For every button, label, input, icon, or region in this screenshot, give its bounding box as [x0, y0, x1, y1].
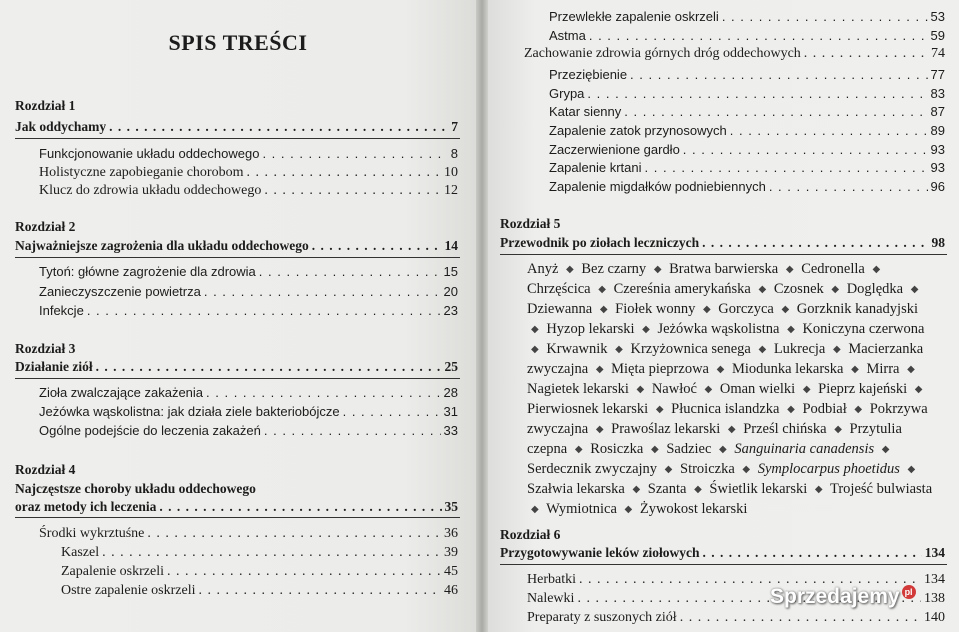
toc-entry — [61, 543, 458, 563]
herb-name: Wymiotnica — [546, 501, 617, 517]
entry-page: 39 — [444, 545, 458, 560]
entry-title: Herbatki — [527, 572, 576, 587]
diamond-separator-icon: ◆ — [702, 304, 711, 315]
diamond-separator-icon: ◆ — [632, 484, 641, 495]
toc-entry — [549, 121, 945, 141]
entry-page: 20 — [443, 284, 458, 299]
toc-entry — [39, 402, 458, 422]
diamond-separator-icon: ◆ — [832, 344, 841, 355]
herb-name: Pokrzywa zwyczajna — [527, 401, 928, 437]
herb-name: Gorzknik kanadyjski — [796, 301, 918, 317]
leader-dots — [587, 84, 927, 104]
herb-name: Macierzanka zwyczajna — [527, 341, 924, 377]
entry-title: Środki wykrztuśne — [39, 526, 145, 541]
divider — [15, 138, 460, 139]
toc-entry — [527, 608, 945, 628]
chapter-2-title: Najważniejsze zagrożenia dla układu oddechowego — [15, 238, 309, 253]
herb-name: Czosnek — [773, 281, 824, 297]
leader-dots — [769, 177, 928, 197]
entry-title: Holistyczne zapobieganie chorobom — [39, 165, 244, 180]
diamond-separator-icon: ◆ — [615, 344, 623, 355]
entry-title: Zaczerwienione gardło — [549, 142, 680, 157]
herb-name: Żywokost lekarski — [639, 501, 748, 517]
chapter-6-title: Przygotowywanie leków ziołowych — [500, 545, 700, 560]
herb-name: Płucnica islandzka — [671, 401, 780, 417]
diamond-separator-icon: ◆ — [742, 464, 751, 475]
diamond-separator-icon: ◆ — [653, 264, 662, 275]
diamond-separator-icon: ◆ — [598, 284, 606, 295]
diamond-separator-icon: ◆ — [872, 264, 881, 275]
leader-dots — [147, 524, 441, 544]
diamond-separator-icon: ◆ — [719, 444, 727, 455]
diamond-separator-icon: ◆ — [595, 424, 604, 435]
entry-page: 93 — [930, 142, 945, 157]
herb-name: Przytulia czepna — [527, 421, 902, 457]
diamond-separator-icon: ◆ — [802, 384, 811, 395]
entry-page: 83 — [930, 86, 945, 101]
herb-name: Szanta — [647, 481, 687, 497]
leader-dots — [730, 121, 928, 141]
toc-entry — [549, 26, 945, 46]
diamond-separator-icon: ◆ — [716, 364, 725, 375]
chapter-6-entry — [500, 543, 945, 563]
entry-title: Zapalenie oskrzeli — [61, 564, 165, 579]
herb-name: Nawłoć — [651, 381, 697, 397]
herb-name: Doględka — [846, 281, 904, 297]
chapter-4-title-line-2: oraz metody ich leczenia — [15, 499, 157, 514]
herb-name: Sanguinaria canadensis — [734, 441, 875, 457]
entry-page: 140 — [924, 610, 945, 625]
entry-title: Funkcjonowanie układu oddechowego — [39, 146, 260, 161]
herb-name: Krzyżownica senega — [630, 341, 751, 357]
entry-title: Tytoń: główne zagrożenie dla zdrowia — [39, 264, 256, 279]
herb-name: Lukrecja — [773, 341, 826, 357]
entry-title: Przewlekłe zapalenie oskrzeli — [549, 9, 719, 24]
divider — [15, 517, 460, 518]
leader-dots — [645, 158, 928, 178]
chapter-2-entry — [15, 236, 458, 256]
diamond-separator-icon: ◆ — [599, 304, 608, 315]
leader-dots — [589, 26, 928, 46]
leader-dots — [702, 543, 921, 563]
leader-dots — [246, 163, 441, 183]
herb-name: Szałwia lekarska — [527, 481, 625, 497]
entry-page: 31 — [443, 404, 458, 419]
toc-entry — [549, 7, 945, 27]
chapter-6-page: 134 — [924, 545, 945, 560]
diamond-separator-icon: ◆ — [831, 284, 840, 295]
leader-dots — [262, 144, 447, 164]
leader-dots — [199, 581, 442, 601]
entry-title: Katar sienny — [549, 104, 622, 119]
entry-title: Zachowanie zdrowia górnych dróg oddechowych — [524, 46, 801, 61]
herb-name: Koniczyna czerwona — [802, 321, 925, 337]
chapter-2-page: 14 — [444, 238, 458, 253]
herb-name: Pierwiosnek lekarski — [527, 401, 649, 417]
entry-page: 45 — [444, 564, 458, 579]
herb-name: Serdecznik zwyczajny — [527, 461, 658, 477]
entry-page: 87 — [930, 104, 945, 119]
herb-name: Oman wielki — [719, 381, 796, 397]
herb-name: Miodunka lekarska — [731, 361, 844, 377]
entry-title: Zanieczyszczenie powietrza — [39, 284, 201, 299]
toc-entry — [549, 65, 945, 85]
toc-entry — [39, 163, 458, 183]
diamond-separator-icon: ◆ — [655, 404, 664, 415]
entry-title: Przeziębienie — [549, 67, 628, 82]
leader-dots — [102, 543, 441, 563]
leader-dots — [96, 357, 442, 377]
leader-dots — [702, 233, 928, 253]
diamond-separator-icon: ◆ — [664, 464, 673, 475]
leader-dots — [264, 421, 441, 441]
entry-page: 36 — [444, 526, 458, 541]
leader-dots — [680, 608, 921, 628]
entry-page: 134 — [924, 572, 945, 587]
chapter-5-label: Rozdział 5 — [500, 216, 561, 231]
chapter-5-entry — [500, 233, 945, 253]
herb-name: Hyzop lekarski — [546, 321, 635, 337]
entry-page: 10 — [444, 165, 458, 180]
toc-entry — [39, 383, 458, 403]
entry-page: 53 — [930, 9, 945, 24]
diamond-separator-icon: ◆ — [704, 384, 713, 395]
entry-page: 33 — [443, 423, 458, 438]
herb-name: Świetlik lekarski — [709, 481, 808, 497]
diamond-separator-icon: ◆ — [781, 304, 790, 315]
divider — [15, 378, 460, 379]
watermark-text: Sprzedajemy — [770, 585, 900, 608]
diamond-separator-icon: ◆ — [595, 364, 604, 375]
entry-title: Kaszel — [61, 545, 100, 560]
toc-entry — [549, 177, 945, 197]
entry-title: Klucz do zdrowia układu oddechowego — [39, 183, 262, 198]
chapter-3-label: Rozdział 3 — [15, 341, 76, 356]
diamond-separator-icon: ◆ — [851, 364, 859, 375]
herb-name: Czereśnia amerykańska — [613, 281, 751, 297]
diamond-separator-icon: ◆ — [650, 444, 659, 455]
diamond-separator-icon: ◆ — [814, 484, 823, 495]
leader-dots — [264, 181, 441, 201]
entry-page: 138 — [924, 591, 945, 606]
diamond-separator-icon: ◆ — [758, 284, 767, 295]
herb-name: Fiołek wonny — [615, 301, 696, 317]
chapter-2-label: Rozdział 2 — [15, 219, 76, 234]
chapter-6-label: Rozdział 6 — [500, 527, 561, 542]
toc-entry — [549, 84, 945, 104]
entry-title: Zioła zwalczające zakażenia — [39, 385, 204, 400]
herb-name: Symplocarpus phoetidus — [757, 461, 900, 477]
herb-name: Cedronella — [801, 261, 865, 277]
herb-name: Gorczyca — [718, 301, 774, 317]
entry-page: 93 — [930, 160, 945, 175]
entry-title: Astma — [549, 28, 586, 43]
diamond-separator-icon: ◆ — [785, 264, 794, 275]
entry-title: Grypa — [549, 86, 585, 101]
herb-name: Prześl chińska — [743, 421, 827, 437]
entry-title: Zapalenie zatok przynosowych — [549, 123, 727, 138]
entry-page: 89 — [930, 123, 945, 138]
entry-title: Zapalenie krtani — [549, 160, 642, 175]
diamond-separator-icon: ◆ — [758, 344, 767, 355]
herb-name: Dziewanna — [527, 301, 593, 317]
herb-name: Rosiczka — [590, 441, 644, 457]
leader-dots — [87, 301, 441, 321]
diamond-separator-icon: ◆ — [531, 324, 539, 335]
diamond-separator-icon: ◆ — [574, 444, 583, 455]
chapter-4-label: Rozdział 4 — [15, 462, 76, 477]
diamond-separator-icon: ◆ — [787, 324, 795, 335]
entry-page: 59 — [930, 28, 945, 43]
leader-dots — [630, 65, 927, 85]
toc-entry — [39, 524, 458, 544]
diamond-separator-icon: ◆ — [787, 404, 795, 415]
diamond-separator-icon: ◆ — [642, 324, 650, 335]
chapter-3-page: 25 — [444, 359, 458, 374]
herb-name: Stroiczka — [680, 461, 735, 477]
watermark — [770, 585, 916, 609]
herb-name: Prawoślaz lekarski — [611, 421, 721, 437]
leader-dots — [683, 140, 928, 160]
toc-entry — [39, 144, 458, 164]
herb-name: Bratwa barwierska — [669, 261, 779, 277]
entry-page: 8 — [450, 146, 458, 161]
divider — [500, 254, 947, 255]
chapter-4-entry — [15, 497, 458, 517]
leader-dots — [259, 262, 441, 282]
herb-name: Bez czarny — [581, 261, 647, 277]
entry-page: 15 — [443, 264, 458, 279]
diamond-separator-icon: ◆ — [636, 384, 645, 395]
watermark-badge: pl — [902, 585, 916, 599]
chapter-1-entry — [15, 117, 458, 137]
diamond-separator-icon: ◆ — [531, 344, 539, 355]
herb-name: Nagietek lekarski — [527, 381, 629, 397]
herb-name: Chrzęścica — [527, 281, 591, 297]
leader-dots — [722, 7, 928, 27]
chapter-5-title: Przewodnik po ziołach leczniczych — [500, 235, 700, 250]
toc-entry — [39, 301, 458, 321]
diamond-separator-icon: ◆ — [881, 444, 890, 455]
chapter-3-title: Działanie ziół — [15, 359, 93, 374]
entry-page: 46 — [444, 583, 458, 598]
diamond-separator-icon: ◆ — [907, 364, 915, 375]
entry-page: 74 — [931, 46, 945, 61]
entry-page: 12 — [444, 183, 458, 198]
chapter-5-page: 98 — [931, 235, 945, 250]
leader-dots — [206, 383, 441, 403]
herb-name: Mięta pieprzowa — [611, 361, 709, 377]
toc-entry — [549, 158, 945, 178]
divider — [15, 257, 460, 258]
diamond-separator-icon: ◆ — [531, 504, 539, 515]
herb-name: Podbiał — [802, 401, 847, 417]
chapter-4-page: 35 — [444, 499, 458, 514]
entry-title: Preparaty z suszonych ziół — [527, 610, 677, 625]
chapter-1-label: Rozdział 1 — [15, 98, 76, 113]
diamond-separator-icon: ◆ — [834, 424, 842, 435]
diamond-separator-icon: ◆ — [910, 284, 919, 295]
entry-title: Zapalenie migdałków podniebiennych — [549, 179, 766, 194]
herb-name: Mirra — [866, 361, 900, 377]
chapter-1-page: 7 — [451, 119, 458, 134]
toc-entry — [61, 562, 458, 582]
entry-title: Jeżówka wąskolistna: jak działa ziele bakteriobójcze — [39, 404, 340, 419]
toc-entry — [524, 44, 945, 64]
toc-entry — [39, 421, 458, 441]
diamond-separator-icon: ◆ — [624, 504, 633, 515]
entry-page: 28 — [443, 385, 458, 400]
herb-name: Trojeść bulwiasta — [829, 481, 933, 497]
diamond-separator-icon: ◆ — [914, 384, 923, 395]
chapter-4-title-line-1: Najczęstsze choroby układu oddechowego — [15, 481, 256, 496]
leader-dots — [204, 282, 441, 302]
herb-name: Anyż — [527, 261, 559, 277]
diamond-separator-icon: ◆ — [907, 464, 916, 475]
toc-entry — [549, 140, 945, 160]
toc-entry — [39, 282, 458, 302]
page-title: SPIS TREŚCI — [168, 30, 308, 55]
toc-entry — [61, 581, 458, 601]
diamond-separator-icon: ◆ — [566, 264, 574, 275]
chapter-3-entry — [15, 357, 458, 377]
leader-dots — [159, 497, 441, 517]
entry-page: 96 — [930, 179, 945, 194]
herb-list — [527, 260, 937, 520]
diamond-separator-icon: ◆ — [854, 404, 863, 415]
entry-page: 77 — [930, 67, 945, 82]
chapter-1-title: Jak oddychamy — [15, 119, 107, 134]
leader-dots — [167, 562, 441, 582]
leader-dots — [343, 402, 441, 422]
herb-name: Krwawnik — [546, 341, 608, 357]
toc-entry — [39, 181, 458, 201]
leader-dots — [312, 236, 442, 256]
entry-title: Ostre zapalenie oskrzeli — [61, 583, 196, 598]
herb-name: Pieprz kajeński — [818, 381, 908, 397]
leader-dots — [109, 117, 448, 137]
entry-title: Infekcje — [39, 303, 84, 318]
diamond-separator-icon: ◆ — [727, 424, 736, 435]
toc-entry — [39, 262, 458, 282]
divider — [500, 564, 947, 565]
book-gutter — [476, 0, 488, 632]
herb-name: Sadziec — [666, 441, 712, 457]
herb-name: Jeżówka wąskolistna — [657, 321, 780, 337]
diamond-separator-icon: ◆ — [694, 484, 702, 495]
leader-dots — [804, 44, 928, 64]
entry-title: Ogólne podejście do leczenia zakażeń — [39, 423, 261, 438]
entry-page: 23 — [443, 303, 458, 318]
leader-dots — [624, 102, 927, 122]
entry-title: Nalewki — [527, 591, 575, 606]
toc-entry — [549, 102, 945, 122]
